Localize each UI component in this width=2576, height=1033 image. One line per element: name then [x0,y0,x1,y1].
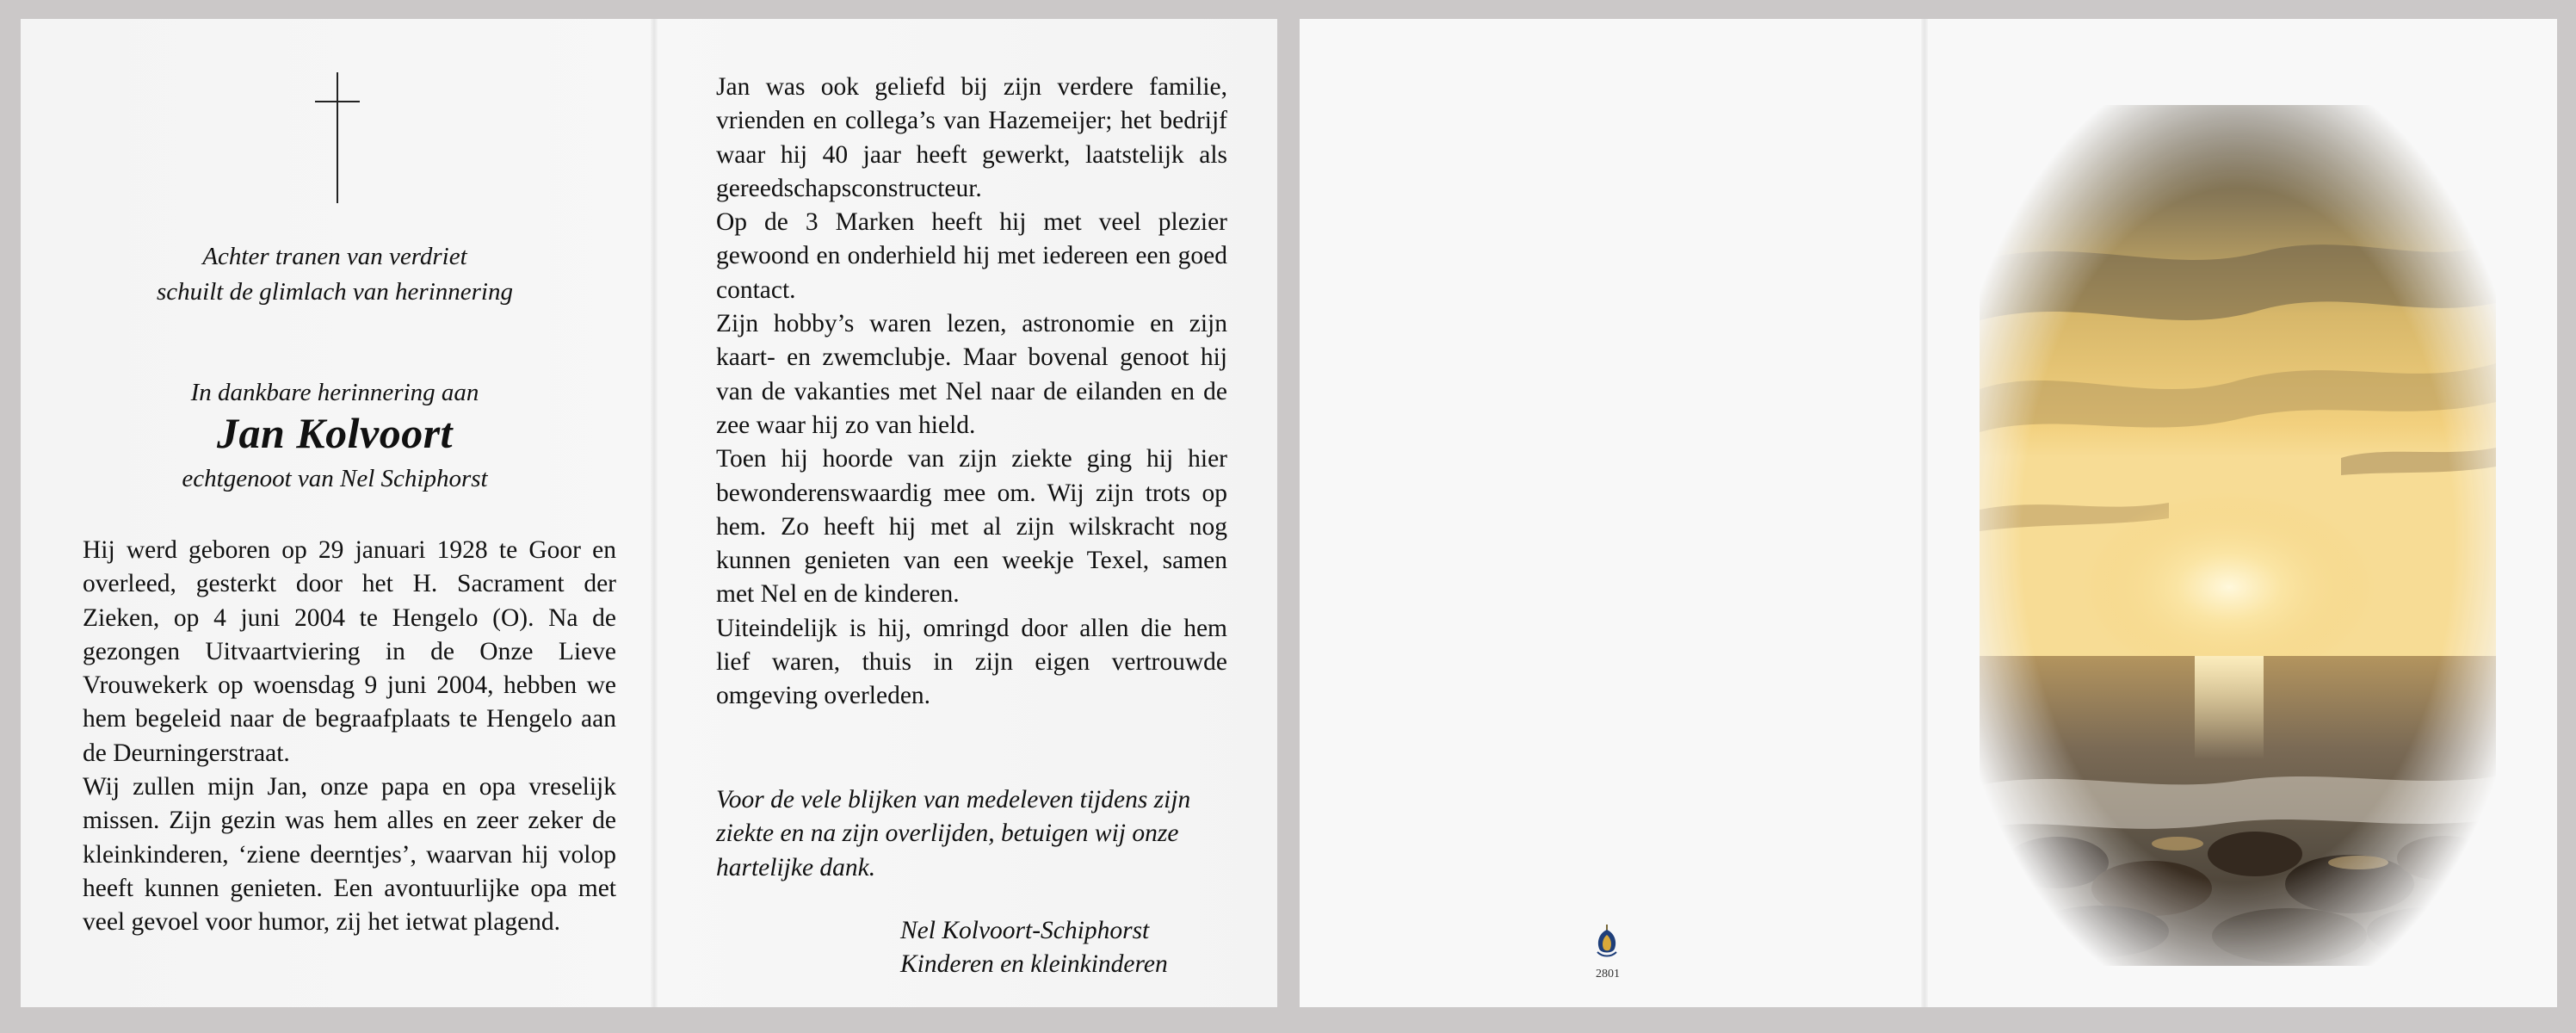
card-page-1 [21,19,649,1007]
signature-line: Nel Kolvoort-Schiphorst [900,917,1150,944]
deceased-name: Jan Kolvoort [216,409,454,457]
biography [83,534,616,940]
card-inside-sheet [21,19,1277,1007]
sunset-sea-photo [1980,105,2496,966]
signature-line: Kinderen en kleinkinderen [900,950,1168,979]
card-back [1300,19,1921,1007]
printer-logo-icon [1592,923,1622,961]
biography-paragraph: Wij zullen mijn Jan, onze papa en opa vreselijk missen. Zijn gezin was hem alles en zeer zeker de kleinkinderen, ‘ziene deerntjes’, waarvan hij volop heeft kunnen genieten. Een avontuurlijke opa met veel gevoel voor humor, zij het ietwat plagend. [83,773,616,937]
story-paragraph: Toen hij hoorde van zijn ziekte ging hij hier bewonderenswaardig mee om. Wij zijn trots op hem. Zo heeft hij met al zijn wilskracht nog kunnen genieten van een weekje Texel, samen met Nel en de kinderen. [716,445,1227,609]
card-page-2 [656,19,1277,1007]
motto-line: Achter tranen van verdriet [202,243,467,270]
card-outside-sheet [1300,19,2557,1007]
intro-line: In dankbare herinnering aan [190,379,479,406]
biography-paragraph: Hij werd geboren op 29 januari 1928 te Goor en overleed, gesterkt door het H. Sacrament der Zieken, op 4 juni 2004 te Hengelo (O). Na de gezongen Uitvaartviering in de Onze Lieve Vrouwekerk op woensdag 9 juni 2004, hebben we hem begeleid naar de begraafplaats te Hengelo aan de Deurningerstraat. [83,536,616,767]
story-paragraph: Op de 3 Marken heeft hij met veel plezier gewoond en onderhield hij met iedereen een goed contact. [716,208,1227,304]
thanks-text: Voor de vele blijken van medeleven tijdens zijn ziekte en na zijn overlijden, betuigen wij onze hartelijke dank. [716,786,1191,881]
card-cover [1928,19,2557,1007]
story-paragraph: Uiteindelijk is hij, omringd door allen die hem lief waren, thuis in zijn eigen vertrouwde omgeving overleden. [716,614,1227,710]
motto [21,239,649,310]
spouse-line: echtgenoot van Nel Schiphorst [182,465,488,492]
story-paragraph: Jan was ook geliefd bij zijn verdere familie, vrienden en collega’s van Hazemeijer; het bedrijf waar hij 40 jaar heeft gewerkt, laatstelijk als gereedschapsconstructeur. [716,73,1227,202]
print-code: 2801 [1596,968,1620,980]
motto-line: schuilt de glimlach van herinnering [157,278,513,306]
signature [900,914,1168,982]
cross-icon [315,72,360,203]
life-story [716,71,1227,714]
fold-line [1921,19,1928,1007]
story-paragraph: Zijn hobby’s waren lezen, astronomie en zijn kaart- en zwemclubje. Maar bovenal genoot hij van de vakanties met Nel naar de eilanden en de zee waar hij zo van hield. [716,310,1227,439]
